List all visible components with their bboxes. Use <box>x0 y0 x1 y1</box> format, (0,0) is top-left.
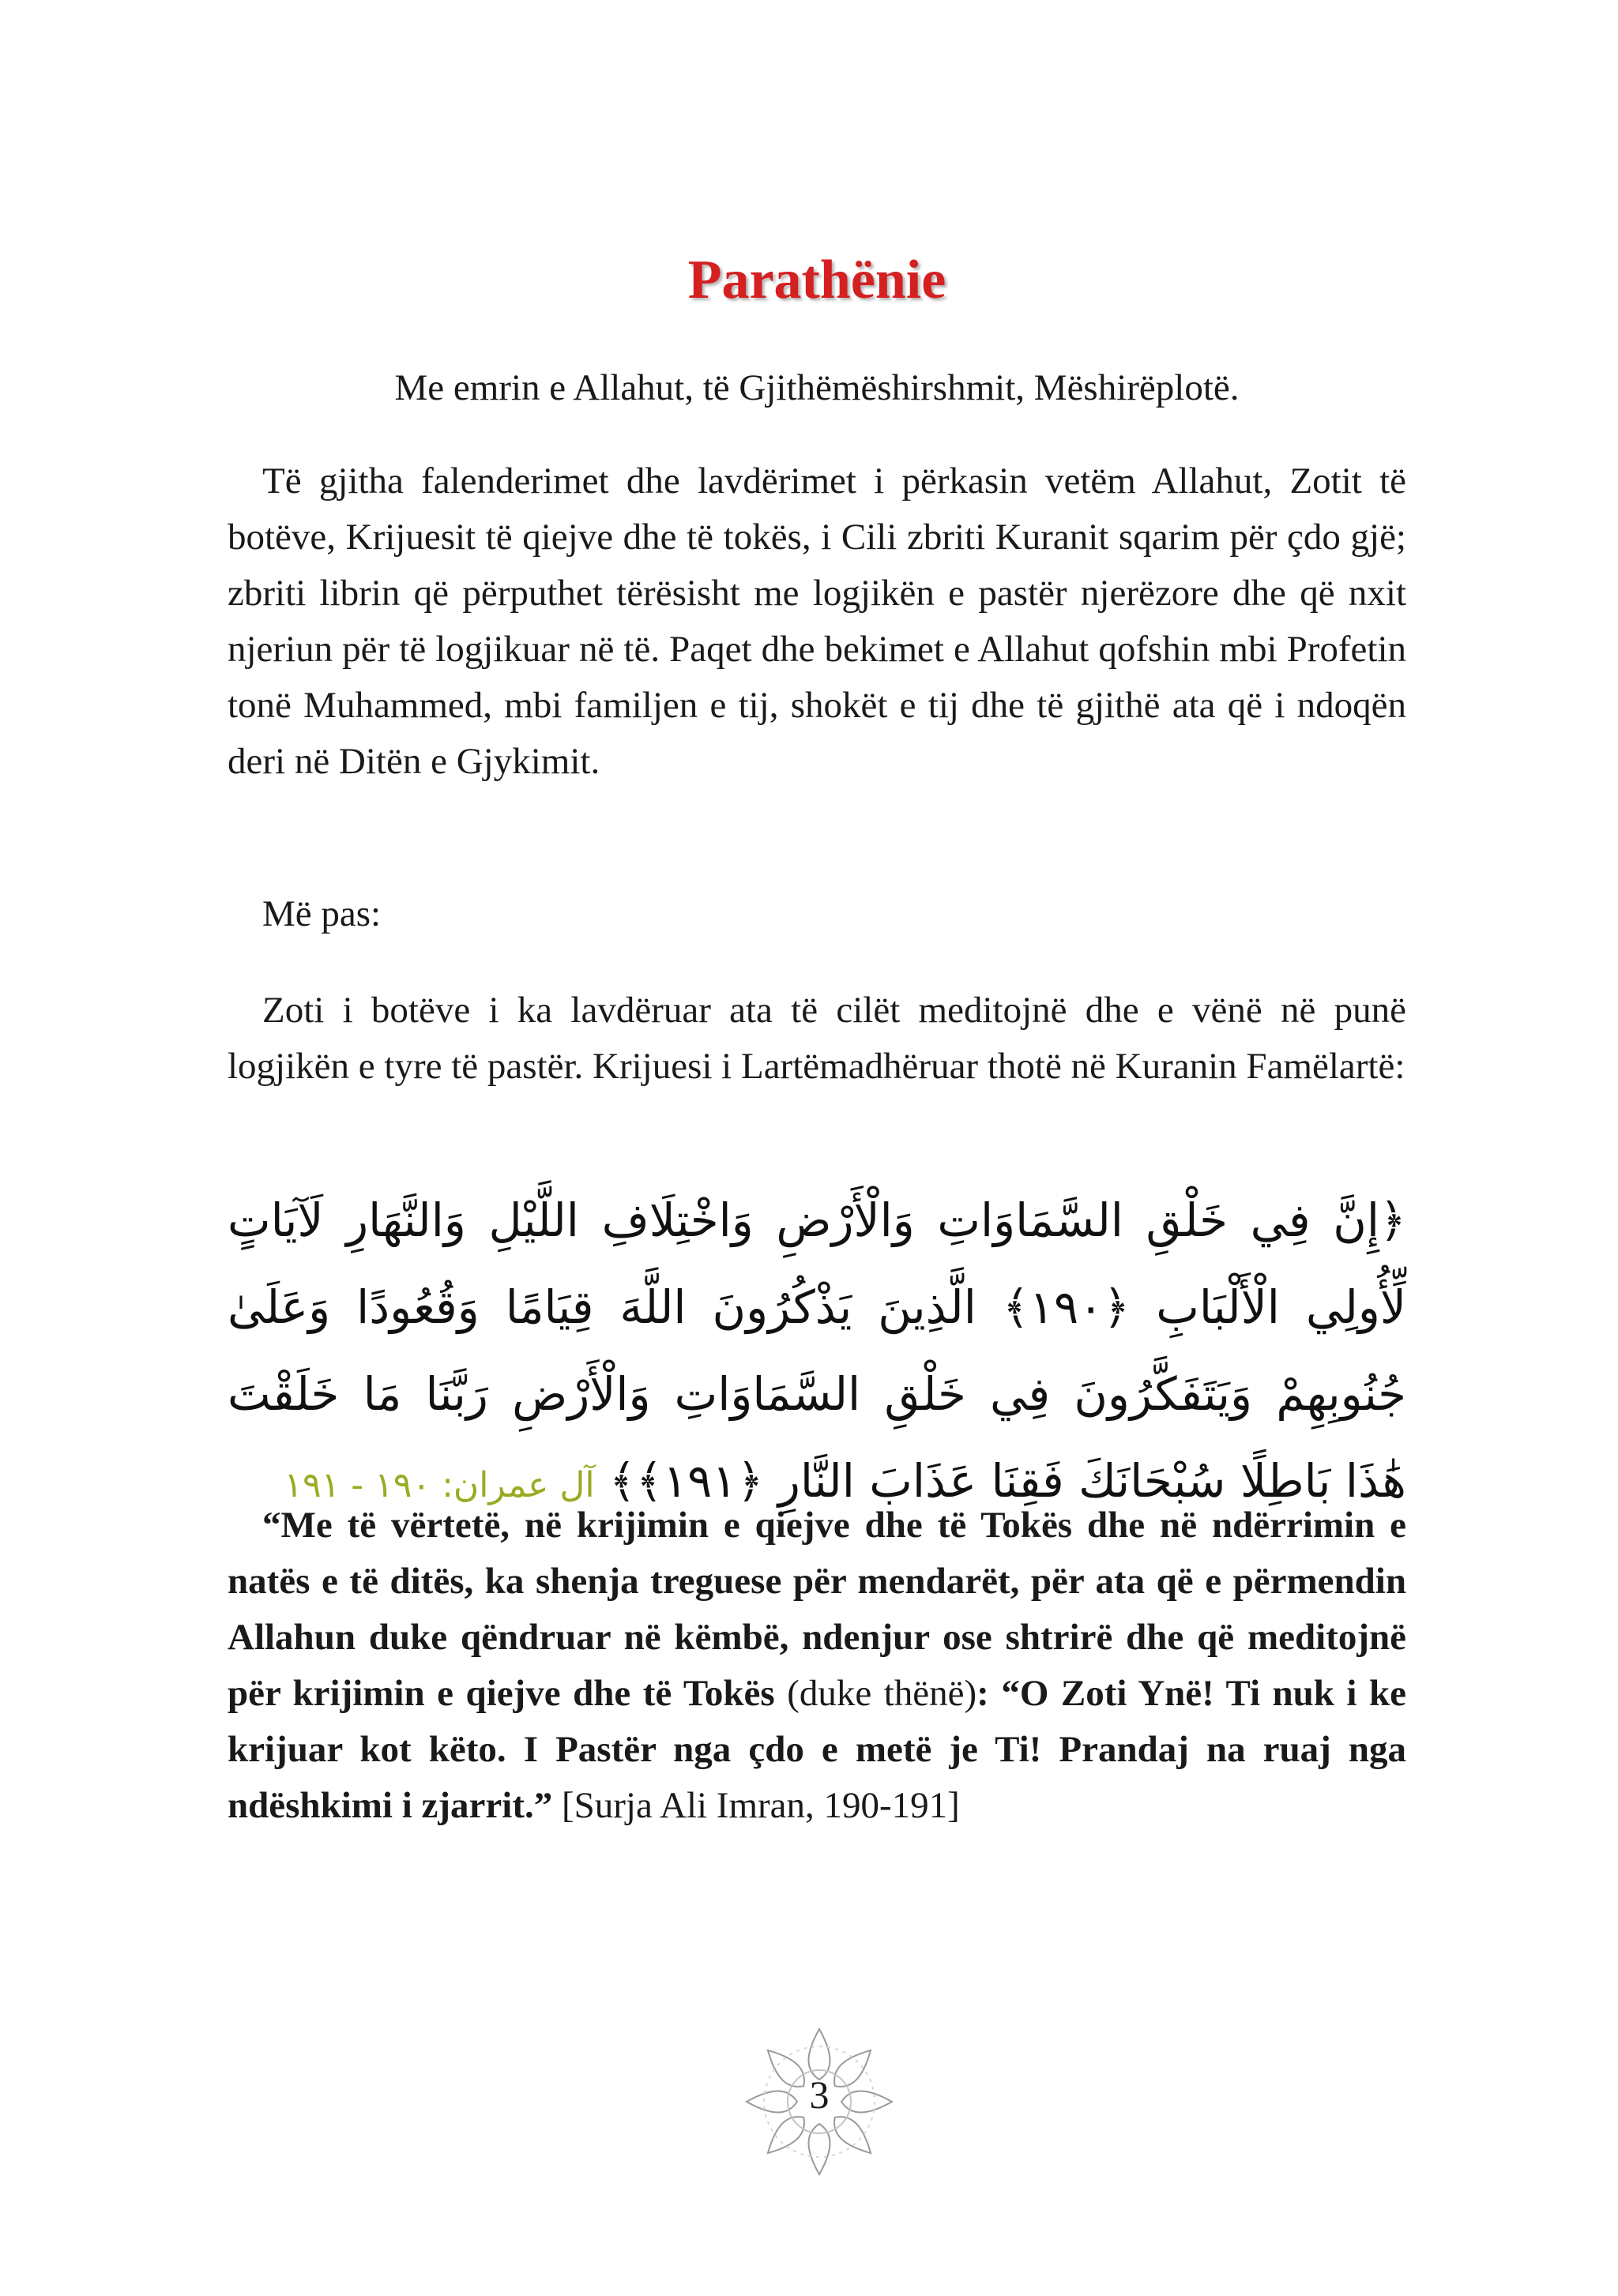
quote-citation: [Surja Ali Imran, 190-191] <box>552 1785 960 1826</box>
quote-part-2: : “O Zoti Ynë! Ti nuk i ke krijuar kot këto. I Pastër nga çdo e metë je Ti! Prandaj na ruaj nga ndëshkimi i zjarrit.” <box>228 1673 1406 1826</box>
page-title: Parathënie <box>687 250 946 310</box>
arabic-verse-text: ﴿إِنَّ فِي خَلْقِ السَّمَاوَاتِ وَالْأَرْضِ وَاخْتِلَافِ اللَّيْلِ وَالنَّهَارِ لَآيَاتٍ لِّأُولِي الْأَلْبَابِ ﴿١٩٠﴾ الَّذِينَ يَذْكُرُونَ اللَّهَ قِيَامًا وَقُعُودًا وَعَلَىٰ جُنُوبِهِمْ وَيَتَفَكَّرُونَ فِي خَلْقِ السَّمَاوَاتِ وَالْأَرْضِ رَبَّنَا مَا خَلَقْتَ هَٰذَا بَاطِلًا سُبْحَانَكَ فَقِنَا عَذَابَ النَّارِ ﴿١٩١﴾﴾ <box>228 1193 1406 1508</box>
lead-paragraph: Zoti i botëve i ka lavdëruar ata të cilët meditojnë dhe e vënë në punë logjikën e tyre të pastër. Krijuesi i Lartëmadhëruar thotë në Kuranin Famëlartë: <box>228 990 1406 1087</box>
page-number: 3 <box>809 2072 830 2117</box>
document-page <box>228 0 1406 2296</box>
verse-reference: آل عمران: ١٩٠ - ١٩١ <box>284 1465 595 1505</box>
basmala: Me emrin e Allahut, të Gjithëmëshirshmit, Mëshirëplotë. <box>394 367 1240 408</box>
quote-part-1: “Me të vërtetë, në krijimin e qiejve dhe të Tokës dhe në ndërrimin e natës e të ditës, ka shenja treguese për mendarët, për ata që e përmendin Allahun duke qëndruar në këmbë, ndenjur ose shtrirë dhe që meditojnë për krijimin e qiejve dhe të Tokës <box>228 1505 1406 1714</box>
quote-aside: (duke thënë) <box>774 1673 977 1714</box>
after-paragraph: Më pas: <box>262 893 382 934</box>
translation-quote <box>228 1497 1406 1834</box>
intro-paragraph: Të gjitha falenderimet dhe lavdërimet i përkasin vetëm Allahut, Zotit të botëve, Krijuesit të qiejve dhe të tokës, i Cili zbriti Kuranit sqarim për çdo gjë; zbriti librin që përputhet tërësisht me logjikën e pastër njerëzore dhe që nxit njeriun për të logjikuar në të. Paqet dhe bekimet e Allahut qofshin mbi Profetin tonë Muhammed, mbi familjen e tij, shokët e tij dhe të gjithë ata që i ndoqën deri në Ditën e Gjykimit. <box>228 460 1406 782</box>
arabic-verse <box>228 1177 1406 1529</box>
